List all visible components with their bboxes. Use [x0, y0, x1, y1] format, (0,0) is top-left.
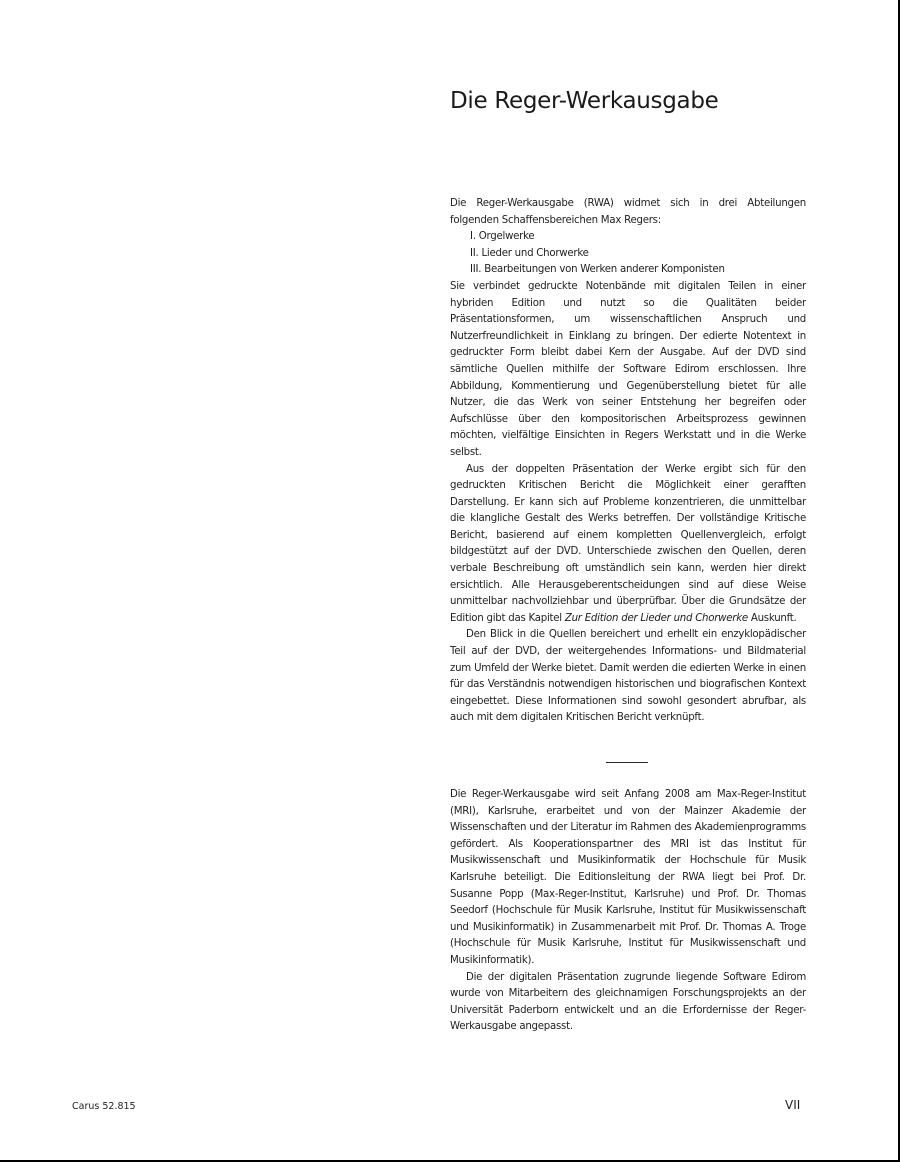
chapter-reference: Zur Edition der Lieder und Chorwerke: [564, 612, 748, 624]
paragraph-text: Auskunft.: [747, 612, 797, 624]
division-item: II. Lieder und Chorwerke: [470, 247, 589, 259]
page-title: Die Reger-Werkausgabe: [450, 88, 719, 114]
section-divider: [606, 762, 648, 763]
paragraph-critical-report: [450, 462, 806, 628]
paragraph-software: Die der digitalen Präsentation zugrunde liegende Software Edirom wurde von Mitarbeitern des gleichnamigen Forschungsprojekts an der Universität Paderborn entwickelt und an die Erfordernisse der Reger-Werkausgabe angepasst.: [450, 971, 806, 1033]
section-overview: [450, 196, 806, 727]
paragraph-encyclopedic: Den Blick in die Quellen bereichert und erhellt ein enzyklopädischer Teil auf der DVD, der weitergehendes Informations- und Bildmaterial zum Umfeld der Werke bietet. Damit werden die edierten Werke in einen für das Verständnis notwendigen historischen und biografischen Kontext eingebettet. Diese Informationen sind sowohl gesondert abrufbar, als auch mit dem digitalen Kritischen Bericht verknüpft.: [450, 629, 806, 724]
section-institution: [450, 787, 806, 1036]
division-item: I. Orgelwerke: [470, 231, 535, 243]
division-item: III. Bearbeitungen von Werken anderer Komponisten: [470, 264, 725, 276]
paragraph-text: Aus der doppelten Präsentation der Werke ergibt sich für den gedruckten Kritischen Bericht die Möglichkeit einer gerafften Darstellung. Er kann sich auf Probleme konzentrieren, die unmittelbar die klangliche Gestalt des Werks betreffen. Der vollständige Kritische Bericht, basierend auf einem kompletten Quellenvergleich, erfolgt bildgestützt auf der DVD. Unterschiede zwischen den Quellen, deren verbale Beschreibung oft umständlich sein kann, werden hier direkt ersichtlich. Alle Herausgeberentscheidungen sind auf diese Weise unmittelbar nachvollziehbar und überprüfbar. Über die Grundsätze der Edition gibt das Kapitel: [450, 463, 806, 624]
paragraph-institution: Die Reger-Werkausgabe wird seit Anfang 2008 am Max-Reger-Institut (MRI), Karlsruhe, erarbeitet und von der Mainzer Akademie der Wissenschaften und der Literatur im Rahmen des Akademienprogramms gefördert. Als Kooperationspartner des MRI ist das Institut für Musikwissenschaft und Musikinformatik der Hochschule für Musik Karlsruhe beteiligt. Die Editionsleitung der RWA liegt bei Prof. Dr. Susanne Popp (Max-Reger-Institut, Karlsruhe) und Prof. Dr. Thomas Seedorf (Hochschule für Musik Karlsruhe, Institut für Musikwissenschaft und Musikinformatik) in Zusammenarbeit mit Prof. Dr. Thomas A. Troge (Hochschule für Musik Karlsruhe, Institut für Musikwissenschaft und Musikinformatik).: [450, 789, 806, 966]
paragraph-hybrid-edition: Sie verbindet gedruckte Notenbände mit digitalen Teilen in einer hybriden Edition und nutzt so die Qualitäten beider Präsentationsformen, um wissenschaftlichen Anspruch und Nutzerfreundlichkeit in Einklang zu bringen. Der edierte Notentext in gedruckter Form bleibt dabei Kern der Ausgabe. Auf der DVD sind sämtliche Quellen mithilfe der Software Edirom erschlossen. Ihre Abbildung, Kommentierung und Gegenüberstellung bietet für alle Nutzer, die das Werk von seiner Entstehung her begreifen oder Aufschlüsse über den kompositorischen Arbeitsprozess gewinnen möchten, vielfältige Einsichten in Regers Werkstatt und in die Werke selbst.: [450, 280, 806, 458]
intro-paragraph: Die Reger-Werkausgabe (RWA) widmet sich in drei Abteilungen folgenden Schaffensbereichen Max Regers:: [450, 198, 806, 226]
divisions-list: [450, 229, 806, 279]
page-number: VII: [785, 1098, 801, 1112]
publisher-number: Carus 52.815: [72, 1101, 136, 1112]
